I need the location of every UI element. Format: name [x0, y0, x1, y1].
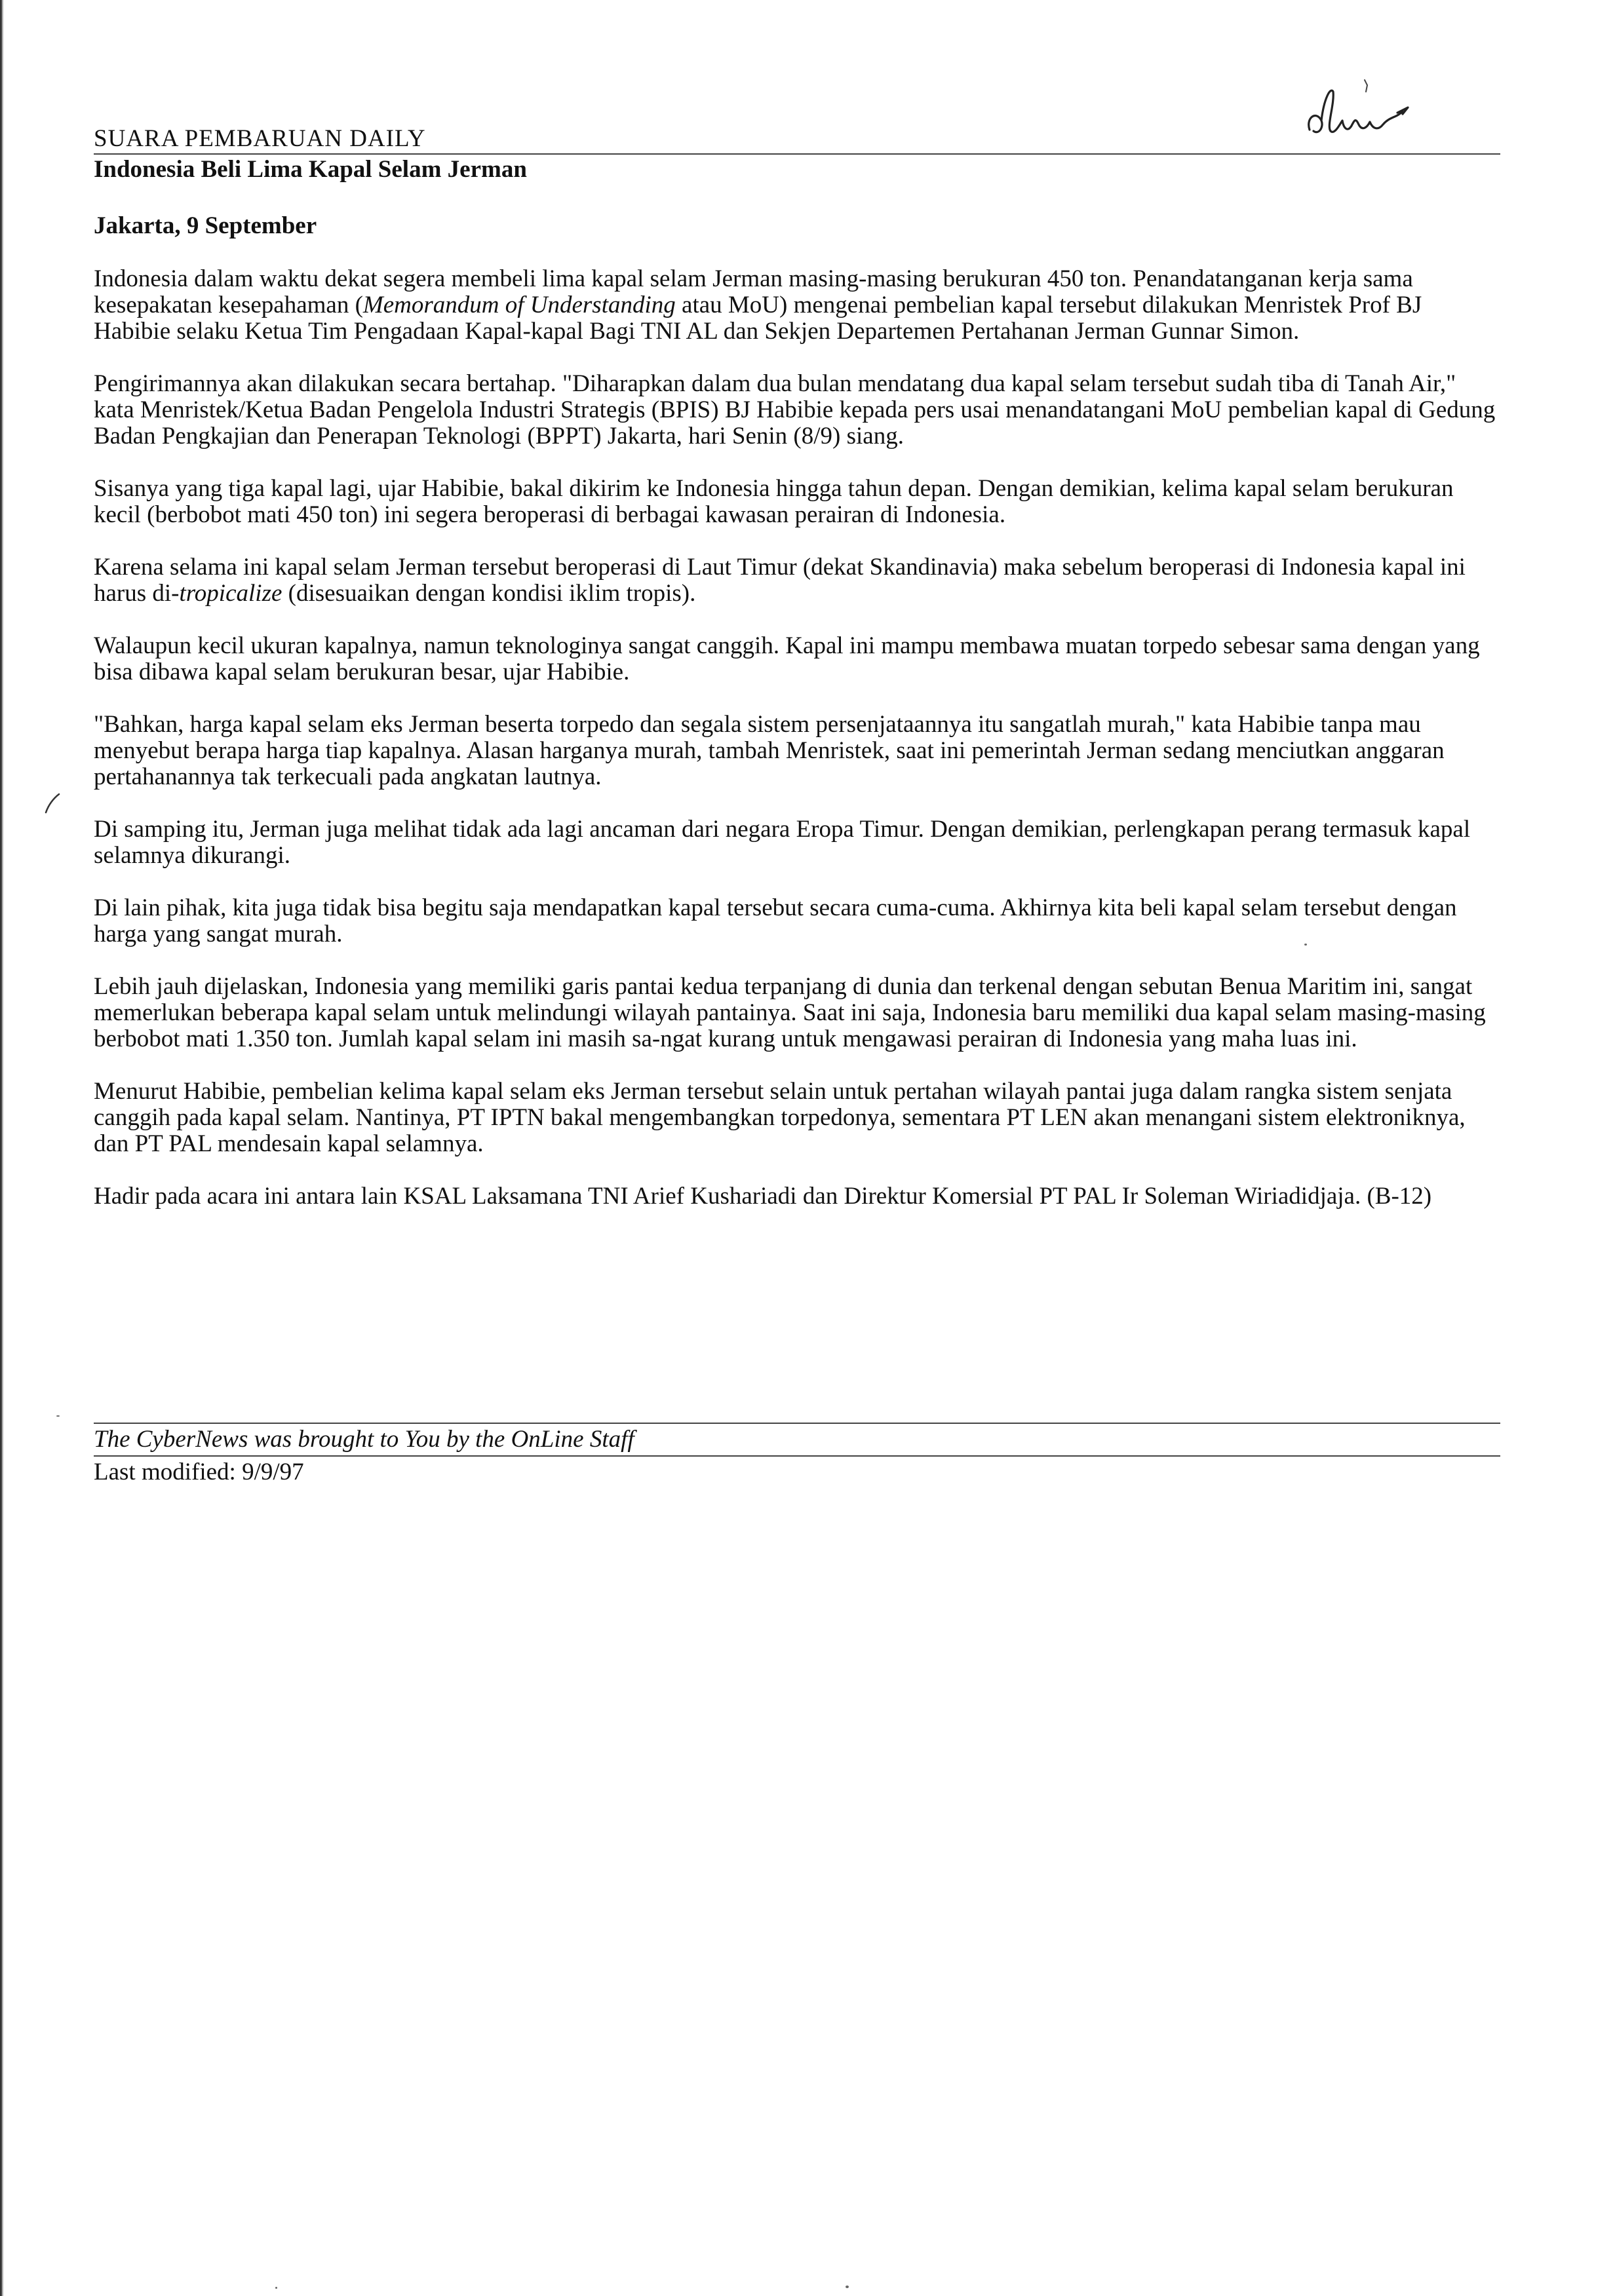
footer-rule-bottom	[94, 1455, 1500, 1457]
text-run: Lebih jauh dijelaskan, Indonesia yang memiliki garis pantai kedua terpanjang di dunia dan terkenal dengan sebutan Benua Maritim ini, sangat memerlukan beberapa kapal selam untuk melindungi wilayah pantainya. Saat ini saja, Indonesia baru memiliki dua kapal selam masing-masing berbobot mati 1.350 ton. Jumlah kapal selam ini masih sa-ngat kurang untuk mengawasi perairan di Indonesia yang maha luas ini.	[94, 973, 1486, 1052]
text-run: "Bahkan, harga kapal selam eks Jerman beserta torpedo dan segala sistem persenjataannya itu sangatlah murah," kata Habibie tanpa mau menyebut berapa harga tiap kapalnya. Alasan harganya murah, tambah Menristek, saat ini pemerintah Jerman sedang menciutkan anggaran pertahanannya tak terkecuali pada angkatan lautnya.	[94, 711, 1445, 790]
scan-speck	[56, 1415, 60, 1417]
text-run: Walaupun kecil ukuran kapalnya, namun teknologinya sangat canggih. Kapal ini mampu membawa muatan torpedo sebesar sama dengan yang bisa dibawa kapal selam berukuran besar, ujar Habibie.	[94, 632, 1480, 685]
article-headline: Indonesia Beli Lima Kapal Selam Jerman	[94, 156, 527, 183]
footer-rule-top	[94, 1423, 1500, 1424]
article-paragraph	[94, 974, 1500, 1052]
text-run: Di lain pihak, kita juga tidak bisa begitu saja mendapatkan kapal tersebut secara cuma-cuma. Akhirnya kita beli kapal selam tersebut dengan harga yang sangat murah.	[94, 894, 1457, 947]
text-run: Sisanya yang tiga kapal lagi, ujar Habibie, bakal dikirim ke Indonesia hingga tahun depan. Dengan demikian, kelima kapal selam berukuran kecil (berbobot mati 450 ton) ini segera beroperasi di berbagai kawasan perairan di Indonesia.	[94, 475, 1454, 528]
scan-edge-shadow	[0, 0, 4, 2296]
scan-speck	[275, 2287, 277, 2289]
text-run: Karena selama ini kapal selam Jerman tersebut beroperasi di Laut Timur (dekat Skandinavia) maka sebelum beroperasi di Indonesia kapal ini harus di-	[94, 554, 1466, 607]
text-run: (disesuaikan dengan kondisi iklim tropis).	[282, 580, 696, 607]
article-paragraph	[94, 895, 1500, 947]
text-run: Menurut Habibie, pembelian kelima kapal selam eks Jerman tersebut selain untuk pertahan wilayah pantai juga dalam rangka sistem senjata canggih pada kapal selam. Nantinya, PT IPTN bakal mengembangkan torpedonya, sementara PT LEN akan menangani sistem elektroniknya, dan PT PAL mendesain kapal selamnya.	[94, 1078, 1466, 1157]
footer-credit: The CyberNews was brought to You by the OnLine Staff	[94, 1426, 634, 1453]
italic-text-run: tropicalize	[179, 580, 282, 607]
text-run: Indonesia dalam waktu dekat segera membeli lima kapal selam Jerman masing-masing berukuran 450 ton. Penandatanganan kerja sama kesepakatan kesepahaman (	[94, 265, 1413, 318]
last-modified: Last modified: 9/9/97	[94, 1459, 304, 1485]
article	[94, 124, 1500, 1236]
margin-pen-mark	[39, 790, 66, 816]
article-paragraph	[94, 371, 1500, 450]
article-paragraph	[94, 816, 1500, 869]
article-paragraph	[94, 266, 1500, 345]
article-paragraph	[94, 554, 1500, 607]
text-run: Pengirimannya akan dilakukan secara bertahap. "Diharapkan dalam dua bulan mendatang dua kapal selam tersebut sudah tiba di Tanah Air," kata Menristek/Ketua Badan Pengelola Industri Strategis (BPIS) BJ Habibie kepada pers usai menandatangani MoU pembelian kapal di Gedung Badan Pengkajian dan Penerapan Teknologi (BPPT) Jakarta, hari Senin (8/9) siang.	[94, 370, 1496, 450]
article-paragraph	[94, 712, 1500, 790]
scan-speck	[846, 2286, 849, 2288]
text-run: Di samping itu, Jerman juga melihat tidak ada lagi ancaman dari negara Eropa Timur. Dengan demikian, perlengkapan perang termasuk kapal selamnya dikurangi.	[94, 816, 1471, 869]
article-paragraph	[94, 1079, 1500, 1157]
article-paragraph	[94, 633, 1500, 685]
text-run: atau MoU) mengenai pembelian kapal tersebut dilakukan Menristek Prof BJ Habibie selaku Ketua Tim Pengadaan Kapal-kapal Bagi TNI AL dan Sekjen Departemen Pertahanan Jerman Gunnar Simon.	[94, 292, 1422, 345]
text-run: Hadir pada acara ini antara lain KSAL Laksamana TNI Arief Kushariadi dan Direktur Komersial PT PAL Ir Soleman Wiriadidjaja. (B-12)	[94, 1183, 1432, 1210]
dateline: Jakarta, 9 September	[94, 212, 317, 239]
article-paragraph	[94, 1183, 1500, 1210]
page-footer	[94, 1423, 1500, 1487]
italic-text-run: Memorandum of Understanding	[362, 292, 676, 318]
article-paragraph	[94, 476, 1500, 528]
article-body	[94, 266, 1500, 1210]
publication-name: SUARA PEMBARUAN DAILY	[94, 125, 426, 152]
